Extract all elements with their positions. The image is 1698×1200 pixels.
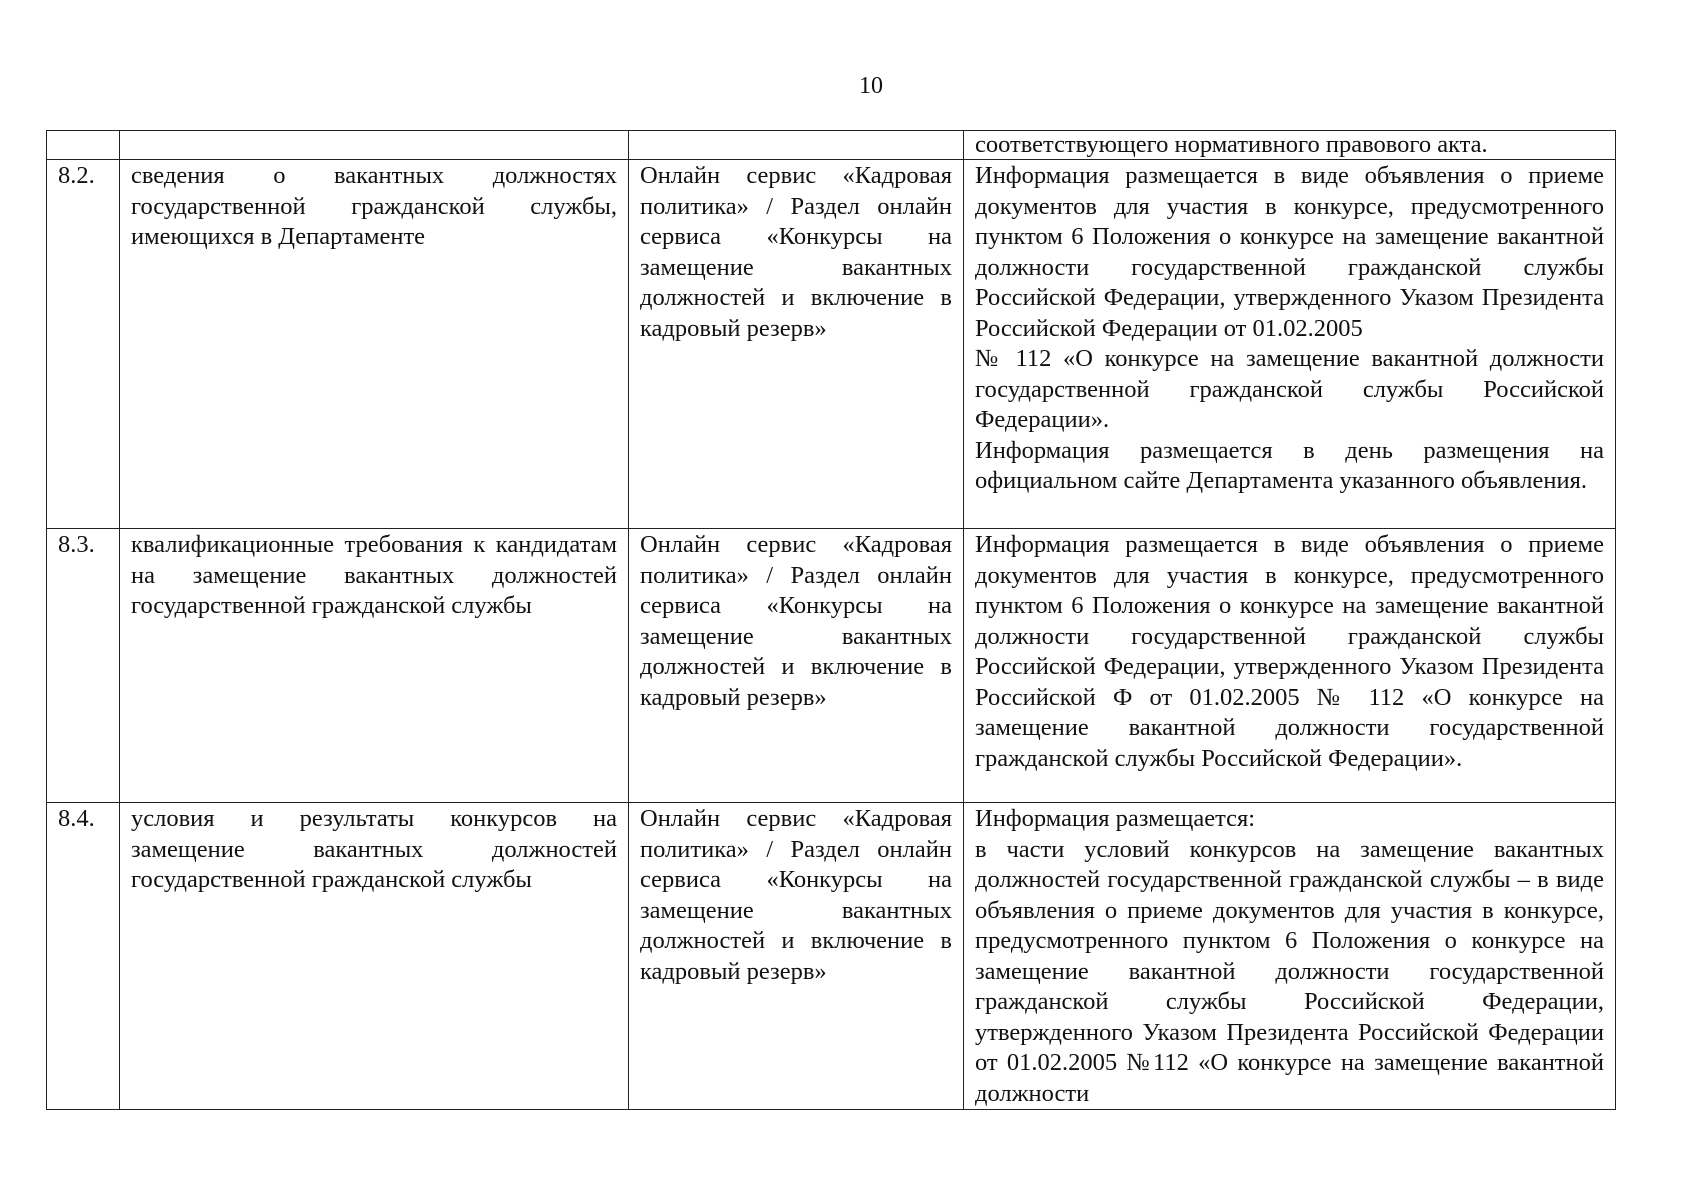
cell-subject <box>120 131 629 160</box>
cell-source: Онлайн сервис «Кадровая политика» / Раздел онлайн сервиса «Конкурсы на замещение вакантных должностей и включение в кадровый резерв» <box>629 803 964 1110</box>
cell-source: Онлайн сервис «Кадровая политика» / Раздел онлайн сервиса «Конкурсы на замещение вакантных должностей и включение в кадровый резерв» <box>629 160 964 529</box>
cell-info <box>964 803 1616 1110</box>
info-paragraph: Информация размещается в виде объявления о приеме документов для участия в конкурсе, предусмотренного пунктом 6 Положения о конкурсе на замещение вакантной должности государственной гражданской службы Российской Федерации, утвержденного Указом Президента Российской Ф от 01.02.2005 № 112 «О конкурсе на замещение вакантной должности государственной гражданской службы Российской Федерации». <box>975 531 1604 772</box>
cell-num: 8.3. <box>47 529 120 803</box>
cell-num: 8.2. <box>47 160 120 529</box>
cell-num: 8.4. <box>47 803 120 1110</box>
info-paragraph: Информация размещается в день размещения на официальном сайте Департамента указанного объявления. <box>975 436 1604 494</box>
cell-source <box>629 131 964 160</box>
info-paragraph: № 112 «О конкурсе на замещение вакантной должности государственной гражданской службы Российской Федерации». <box>975 345 1604 433</box>
page-number: 10 <box>859 73 883 99</box>
cell-info <box>964 529 1616 803</box>
table-row <box>47 529 1616 803</box>
cell-info: соответствующего нормативного правового акта. <box>964 131 1616 160</box>
info-paragraph: в части условий конкурсов на замещение вакантных должностей государственной гражданской службы – в виде объявления о приеме документов для участия в конкурсе, предусмотренного пунктом 6 Положения о конкурсе на замещение вакантной должности государственной гражданской службы Российской Федерации, утвержденного Указом Президента Российской Федерации от 01.02.2005 №112 «О конкурсе на замещение вакантной должности <box>975 835 1604 1107</box>
cell-subject: условия и результаты конкурсов на замещение вакантных должностей государственной гражданской службы <box>120 803 629 1110</box>
table-row-continuation <box>47 131 1616 160</box>
cell-subject: квалификационные требования к кандидатам на замещение вакантных должностей государственной гражданской службы <box>120 529 629 803</box>
document-table <box>46 130 1616 1110</box>
cell-info <box>964 160 1616 529</box>
info-paragraph: Информация размещается: <box>975 805 1256 832</box>
cell-subject: сведения о вакантных должностях государственной гражданской службы, имеющихся в Департаменте <box>120 160 629 529</box>
table-row <box>47 803 1616 1110</box>
info-paragraph: Информация размещается в виде объявления о приеме документов для участия в конкурсе, предусмотренного пунктом 6 Положения о конкурсе на замещение вакантной должности государственной гражданской службы Российской Федерации, утвержденного Указом Президента Российской Федерации от 01.02.2005 <box>975 162 1604 342</box>
cell-source: Онлайн сервис «Кадровая политика» / Раздел онлайн сервиса «Конкурсы на замещение вакантных должностей и включение в кадровый резерв» <box>629 529 964 803</box>
table-row <box>47 160 1616 529</box>
cell-num <box>47 131 120 160</box>
